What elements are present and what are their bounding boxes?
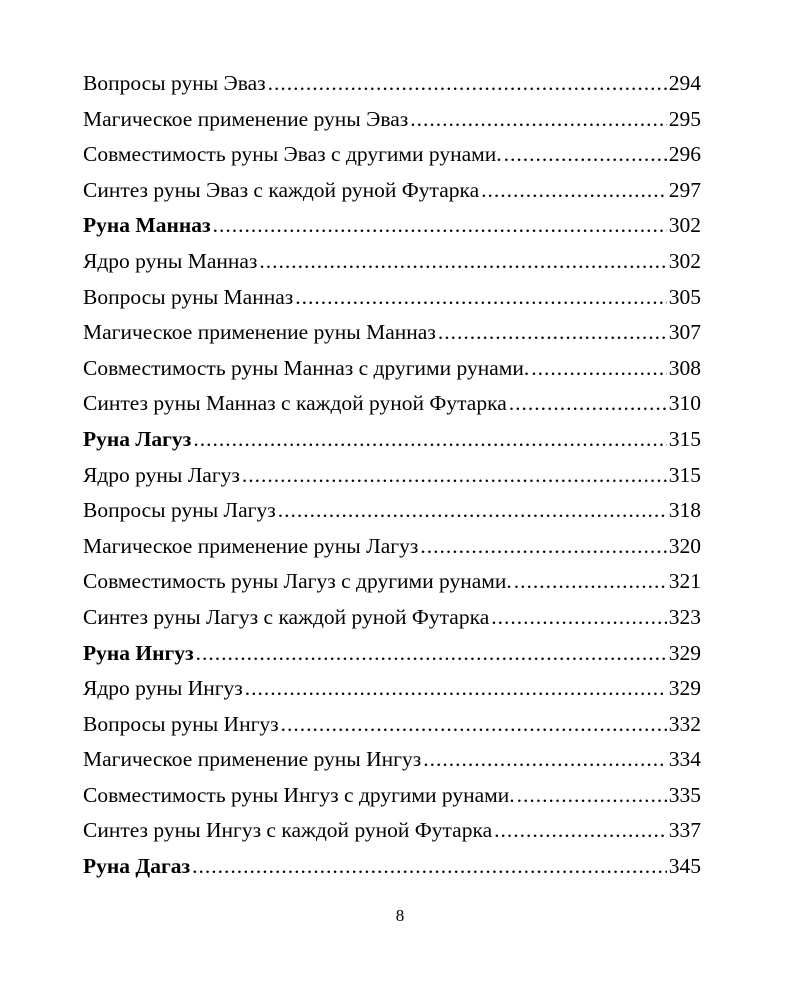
toc-entry[interactable]	[83, 707, 701, 743]
toc-entry[interactable]	[83, 315, 701, 351]
toc-entry[interactable]	[83, 173, 701, 209]
toc-leader-dots	[268, 66, 667, 102]
toc-leader-dots	[514, 564, 667, 600]
toc-entry-title: Магическое применение руны Лагуз	[83, 533, 419, 558]
toc-entry-page: 345	[668, 854, 701, 879]
toc-entry[interactable]	[83, 244, 701, 280]
toc-entry-title: Синтез руны Ингуз с каждой руной Футарка	[83, 818, 493, 843]
toc-section-entry[interactable]	[83, 636, 701, 672]
toc-leader-dots	[491, 600, 667, 636]
toc-entry[interactable]	[83, 564, 701, 600]
toc-entry[interactable]	[83, 671, 701, 707]
toc-entry[interactable]	[83, 493, 701, 529]
toc-entry-page: 320	[668, 533, 701, 558]
toc-entry[interactable]	[83, 137, 701, 173]
toc-entry-title: Синтез руны Лагуз с каждой руной Футарка	[83, 604, 490, 629]
toc-entry-page: 295	[668, 106, 701, 131]
toc-entry-page: 310	[668, 391, 701, 416]
toc-entry-page: 296	[668, 142, 701, 167]
toc-leader-dots	[494, 813, 667, 849]
toc-entry-page: 297	[668, 177, 701, 202]
toc-entry-title: Магическое применение руны Манназ	[83, 320, 436, 345]
toc-entry-page: 315	[668, 462, 701, 487]
toc-entry-title: Совместимость руны Манназ с другими рунами.	[83, 355, 530, 380]
toc-entry[interactable]	[83, 742, 701, 778]
toc-entry-title: Руна Ингуз	[83, 640, 194, 665]
toc-leader-dots	[531, 351, 666, 387]
toc-leader-dots	[245, 671, 667, 707]
toc-entry[interactable]	[83, 102, 701, 138]
toc-entry-title: Синтез руны Манназ с каждой руной Футарка	[83, 391, 507, 416]
toc-entry-page: 332	[668, 711, 701, 736]
toc-entry-title: Магическое применение руны Эваз	[83, 106, 409, 131]
page-number: 8	[395, 906, 405, 925]
toc-entry-title: Ядро руны Лагуз	[83, 462, 240, 487]
toc-entry-title: Вопросы руны Манназ	[83, 284, 294, 309]
table-of-contents	[83, 66, 701, 885]
toc-leader-dots	[278, 493, 667, 529]
toc-entry-page: 308	[668, 355, 701, 380]
toc-leader-dots	[213, 208, 667, 244]
toc-entry-page: 321	[668, 569, 701, 594]
toc-leader-dots	[509, 386, 667, 422]
toc-leader-dots	[281, 707, 667, 743]
toc-entry-title: Совместимость руны Ингуз с другими рунами.	[83, 782, 515, 807]
toc-entry-title: Ядро руны Ингуз	[83, 676, 243, 701]
toc-leader-dots	[295, 280, 667, 316]
toc-entry-title: Совместимость руны Эваз с другими рунами.	[83, 142, 502, 167]
toc-leader-dots	[420, 529, 666, 565]
toc-entry-page: 335	[668, 782, 701, 807]
toc-leader-dots	[423, 742, 667, 778]
toc-entry-page: 318	[668, 498, 701, 523]
toc-entry[interactable]	[83, 351, 701, 387]
toc-entry-page: 323	[668, 604, 701, 629]
toc-entry-page: 334	[668, 747, 701, 772]
toc-leader-dots	[242, 458, 667, 494]
toc-entry[interactable]	[83, 529, 701, 565]
toc-entry-page: 315	[668, 426, 701, 451]
toc-entry[interactable]	[83, 458, 701, 494]
toc-entry-title: Магическое применение руны Ингуз	[83, 747, 422, 772]
toc-entry-page: 329	[668, 676, 701, 701]
toc-entry-title: Руна Манназ	[83, 213, 211, 238]
toc-entry[interactable]	[83, 778, 701, 814]
toc-entry-page: 294	[668, 71, 701, 95]
toc-entry-page: 329	[668, 640, 701, 665]
toc-entry-title: Вопросы руны Эваз	[83, 71, 266, 95]
toc-entry[interactable]	[83, 280, 701, 316]
toc-leader-dots	[504, 137, 667, 173]
toc-entry-title: Руна Лагуз	[83, 426, 192, 451]
toc-entry-title: Синтез руны Эваз с каждой руной Футарка	[83, 177, 480, 202]
toc-leader-dots	[517, 778, 667, 814]
toc-section-entry[interactable]	[83, 208, 701, 244]
toc-entry-page: 305	[668, 284, 701, 309]
toc-leader-dots	[410, 102, 667, 138]
toc-entry-page: 302	[668, 248, 701, 273]
toc-entry-title: Ядро руны Манназ	[83, 248, 258, 273]
toc-leader-dots	[192, 849, 667, 885]
toc-entry-page: 337	[668, 818, 701, 843]
toc-leader-dots	[438, 315, 667, 351]
toc-leader-dots	[481, 173, 667, 209]
toc-entry[interactable]	[83, 813, 701, 849]
toc-entry-title: Вопросы руны Ингуз	[83, 711, 279, 736]
toc-entry[interactable]	[83, 386, 701, 422]
toc-leader-dots	[259, 244, 666, 280]
toc-entry-title: Руна Дагаз	[83, 854, 191, 879]
toc-entry-title: Совместимость руны Лагуз с другими рунами.	[83, 569, 512, 594]
toc-entry-page: 307	[668, 320, 701, 345]
toc-entry[interactable]	[83, 66, 701, 102]
toc-leader-dots	[193, 422, 666, 458]
toc-entry-title: Вопросы руны Лагуз	[83, 498, 276, 523]
toc-section-entry[interactable]	[83, 849, 701, 885]
toc-entry-page: 302	[668, 213, 701, 238]
toc-section-entry[interactable]	[83, 422, 701, 458]
toc-leader-dots	[196, 636, 667, 672]
toc-entry[interactable]	[83, 600, 701, 636]
